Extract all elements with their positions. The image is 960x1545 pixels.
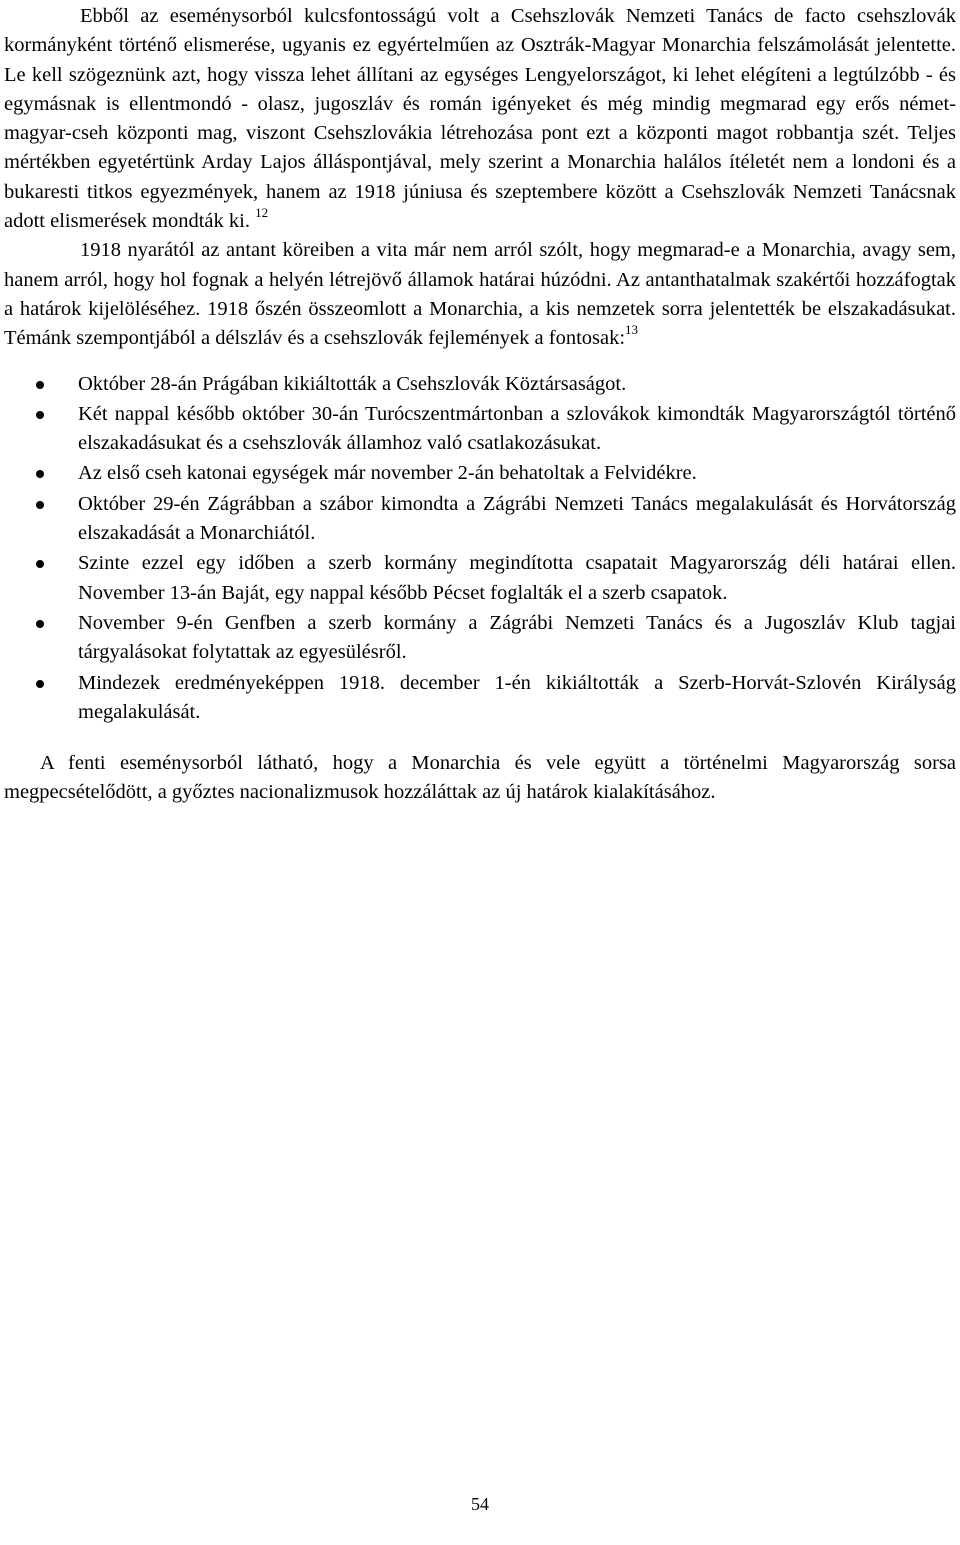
list-item bbox=[4, 490, 956, 549]
bullet-icon bbox=[36, 411, 44, 419]
list-item bbox=[4, 609, 956, 668]
bullet-icon bbox=[36, 501, 44, 509]
paragraph-events-text: 1918 nyarától az antant köreiben a vita már nem arról szólt, hogy megmarad-e a Monarchia, avagy sem, hanem arról, hogy hol fognak a helyén létrejövő államok határai húzódni. Az antanthatalmak szakértői hozzáfogtak a határok kijelöléséhez. 1918 őszén összeomlott a Monarchia, a kis nemzetek sorra jelentették be elszakadásukat. Témánk szempontjából a délszláv és a csehszlovák fejlemények a fontosak: bbox=[4, 239, 956, 350]
list-item-text: Szinte ezzel egy időben a szerb kormány megindította csapatait Magyarország déli határai ellen. November 13-án Baját, egy nappal később Pécset foglalták el a szerb csapatok. bbox=[78, 552, 956, 604]
events-bullet-list bbox=[4, 370, 956, 728]
page-number: 54 bbox=[471, 1494, 489, 1514]
list-item bbox=[4, 549, 956, 608]
list-item-text: Az első cseh katonai egységek már november 2-án behatoltak a Felvidékre. bbox=[78, 462, 697, 485]
list-item-text: Mindezek eredményeképpen 1918. december 1-én kikiáltották a Szerb-Horvát-Szlovén Királyság megalakulását. bbox=[78, 671, 956, 723]
paragraph-events bbox=[4, 236, 956, 353]
list-item-text: Október 29-én Zágrábban a szábor kimondta a Zágrábi Nemzeti Tanács megalakulását és Horvátország elszakadását a Monarchiától. bbox=[78, 492, 956, 545]
list-item bbox=[4, 370, 956, 399]
footnote-ref-13[interactable]: 13 bbox=[625, 322, 639, 338]
bullet-icon bbox=[36, 560, 44, 568]
paragraph-intro bbox=[4, 2, 956, 236]
bullet-icon bbox=[36, 680, 44, 688]
list-item-text: Október 28-án Prágában kikiáltották a Csehszlovák Köztársaságot. bbox=[78, 372, 627, 395]
page-body bbox=[4, 2, 956, 808]
list-item-text: Két nappal később október 30-án Turócszentmártonban a szlovákok kimondták Magyarországtól történő elszakadásukat és a csehszlovák államhoz való csatlakozásukat. bbox=[78, 402, 956, 455]
paragraph-intro-text: Ebből az eseménysorból kulcsfontosságú volt a Csehszlovák Nemzeti Tanács de facto csehszlovák kormányként történő elismerése, ugyanis ez egyértelműen az Osztrák-Magyar Monarchia felszámolását jelentette. Le kell szögeznünk azt, hogy vissza lehet állítani az egységes Lengyelországot, ki lehet elégíteni a legtúlzóbb - és egymásnak is ellentmondó - olasz, jugoszláv és román igényeket és még mindig megmarad egy erős német-magyar-cseh központi mag, viszont Csehszlovákia létrehozása pont ezt a központi magot robbantja szét. Teljes mértékben egyetértünk Arday Lajos álláspontjával, mely szerint a Monarchia halálos ítéletét nem a londoni és a bukaresti titkos egyezmények, hanem az 1918 júniusa és szeptembere között a Csehszlovák Nemzeti Tanácsnak adott elismerések mondták ki. bbox=[4, 5, 956, 233]
bullet-icon bbox=[36, 381, 44, 389]
list-item bbox=[4, 459, 956, 488]
list-item bbox=[4, 669, 956, 728]
bullet-icon bbox=[36, 470, 44, 478]
paragraph-closing: A fenti eseménysorból látható, hogy a Monarchia és vele együtt a történelmi Magyarország sorsa megpecsételődött, a győztes nacionalizmusok hozzáláttak az új határok kialakításához. bbox=[4, 752, 956, 804]
list-item-text: November 9-én Genfben a szerb kormány a Zágrábi Nemzeti Tanács és a Jugoszláv Klub tagjai tárgyalásokat folytattak az egyesülésről. bbox=[78, 611, 956, 664]
bullet-icon bbox=[36, 620, 44, 628]
list-item bbox=[4, 400, 956, 459]
footnote-ref-12[interactable]: 12 bbox=[255, 205, 269, 221]
